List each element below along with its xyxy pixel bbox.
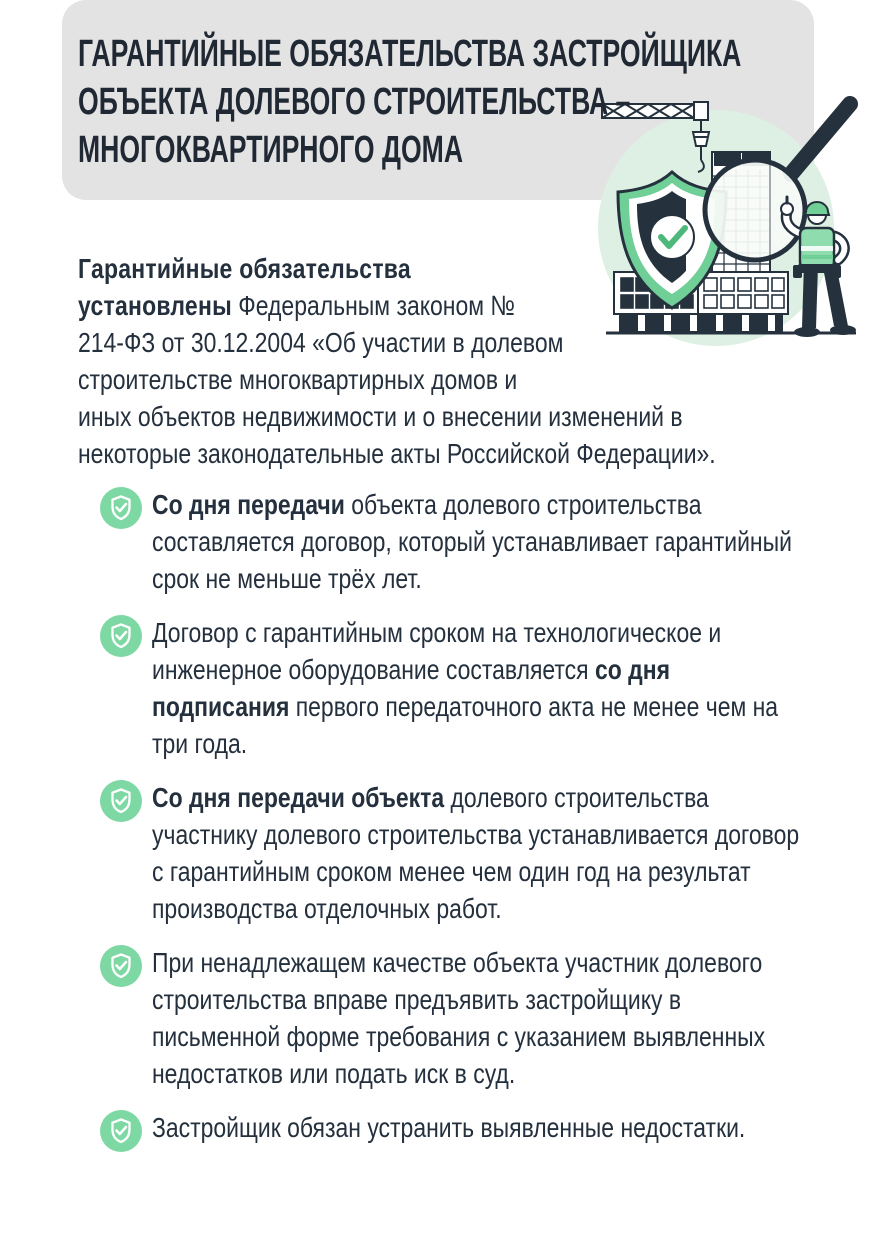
title-line-2: ОБЪЕКТА ДОЛЕВОГО СТРОИТЕЛЬСТВА – [78, 81, 631, 123]
list-item-text: Со дня передачи объекта долевого строительства участнику долевого строительства устанавливается договор с гарантийным сроком менее чем один год на результат производства отделочных работ. [152, 782, 800, 924]
shield-check-icon [100, 487, 142, 529]
list-item [100, 1109, 816, 1152]
shield-check-icon [100, 945, 142, 987]
list-item-text: Со дня передачи объекта долевого строительства составляется договор, который устанавливает гарантийный срок не меньше трёх лет. [152, 489, 792, 594]
list-item-text: Застройщик обязан устранить выявленные недостатки. [152, 1112, 746, 1143]
shield-check-icon [100, 1110, 142, 1152]
list-item [100, 486, 816, 597]
warranty-list [100, 486, 816, 1169]
list-item-text: При ненадлежащем качестве объекта участник долевого строительства вправе предъявить застройщику в письменной форме требования с указанием выявленных недостатков или подать иск в суд. [152, 947, 766, 1089]
shield-check-icon [100, 615, 142, 657]
list-item [100, 944, 816, 1092]
intro-text: Гарантийные обязательства установлены Федеральным законом № 214-ФЗ от 30.12.2004 «Об участии в долевом строительстве многоквартирных домов и иных объектов недвижимости и о внесении изменений в некоторые законодательные акты Российской Федерации». [78, 250, 727, 472]
intro-paragraph [78, 250, 728, 472]
page-title [78, 30, 820, 174]
title-line-1: ГАРАНТИЙНЫЕ ОБЯЗАТЕЛЬСТВА ЗАСТРОЙЩИКА [78, 33, 742, 75]
list-item [100, 614, 816, 762]
shield-check-icon [100, 780, 142, 822]
title-line-3: МНОГОКВАРТИРНОГО ДОМА [78, 129, 464, 171]
illustration-wrap-spacer [563, 250, 727, 362]
list-item [100, 779, 816, 927]
list-item-text: Договор с гарантийным сроком на технологическое и инженерное оборудование составляется со дня подписания первого передаточного акта не менее чем на три года. [152, 617, 779, 759]
